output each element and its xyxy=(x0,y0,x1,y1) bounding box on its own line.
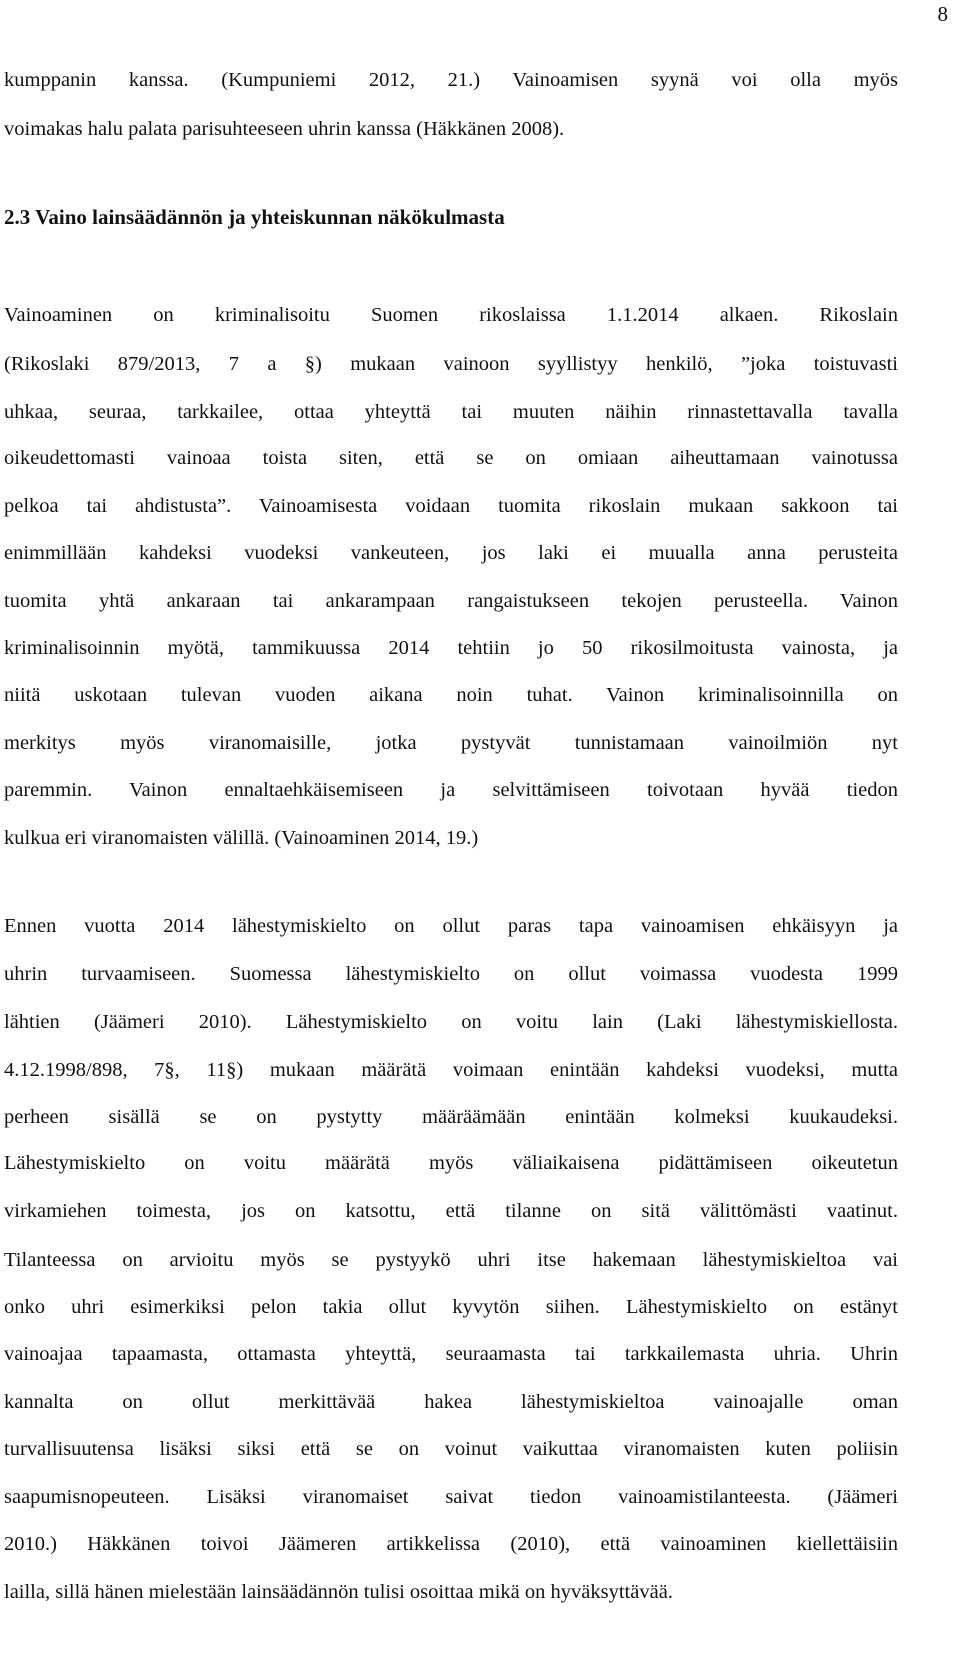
paragraph-1-line: pelkoa tai ahdistusta”. Vainoamisesta voidaan tuomita rikoslain mukaan sakkoon tai xyxy=(4,495,898,517)
paragraph-2-line: kannalta on ollut merkittävää hakea lähestymiskieltoa vainoajalle oman xyxy=(4,1391,898,1413)
paragraph-2-line: virkamiehen toimesta, jos on katsottu, että tilanne on sitä välittömästi vaatinut. xyxy=(4,1200,898,1222)
intro-line-1: kumppanin kanssa. (Kumpuniemi 2012, 21.) Vainoamisen syynä voi olla myös xyxy=(4,69,898,91)
paragraph-1-line: tuomita yhtä ankaraan tai ankarampaan rangaistukseen tekojen perusteella. Vainon xyxy=(4,590,898,612)
paragraph-1-line: enimmillään kahdeksi vuodeksi vankeuteen, jos laki ei muualla anna perusteita xyxy=(4,542,898,564)
paragraph-1-line: paremmin. Vainon ennaltaehkäisemiseen ja selvittämiseen toivotaan hyvää tiedon xyxy=(4,779,898,801)
paragraph-2-line: lähtien (Jäämeri 2010). Lähestymiskielto on voitu lain (Laki lähestymiskiellosta. xyxy=(4,1011,898,1033)
paragraph-1-line: kulkua eri viranomaisten välillä. (Vainoaminen 2014, 19.) xyxy=(4,827,479,849)
paragraph-2-line: 4.12.1998/898, 7§, 11§) mukaan määrätä voimaan enintään kahdeksi vuodeksi, mutta xyxy=(4,1059,898,1081)
paragraph-2-line: perheen sisällä se on pystytty määräämään enintään kolmeksi kuukaudeksi. xyxy=(4,1106,898,1128)
paragraph-2-line: turvallisuutensa lisäksi siksi että se on voinut vaikuttaa viranomaisten kuten poliisin xyxy=(4,1438,898,1460)
paragraph-2-line: Lähestymiskielto on voitu määrätä myös väliaikaisena pidättämiseen oikeutetun xyxy=(4,1152,898,1174)
intro-line-2: voimakas halu palata parisuhteeseen uhrin kanssa (Häkkänen 2008). xyxy=(4,118,565,140)
paragraph-2-line: onko uhri esimerkiksi pelon takia ollut kyvytön siihen. Lähestymiskielto on estänyt xyxy=(4,1296,898,1318)
paragraph-1-line: niitä uskotaan tulevan vuoden aikana noin tuhat. Vainon kriminalisoinnilla on xyxy=(4,684,898,706)
paragraph-2-line: vainoajaa tapaamasta, ottamasta yhteyttä, seuraamasta tai tarkkailemasta uhria. Uhrin xyxy=(4,1343,898,1365)
paragraph-1-line: oikeudettomasti vainoaa toista siten, että se on omiaan aiheuttamaan vainotussa xyxy=(4,447,898,469)
paragraph-1-line: merkitys myös viranomaisille, jotka pystyvät tunnistamaan vainoilmiön nyt xyxy=(4,732,898,754)
paragraph-2-line: uhrin turvaamiseen. Suomessa lähestymiskielto on ollut voimassa vuodesta 1999 xyxy=(4,963,898,985)
paragraph-1-line: Vainoaminen on kriminalisoitu Suomen rikoslaissa 1.1.2014 alkaen. Rikoslain xyxy=(4,304,898,326)
paragraph-2-line: Tilanteessa on arvioitu myös se pystyykö uhri itse hakemaan lähestymiskieltoa vai xyxy=(4,1249,898,1271)
paragraph-1-line: kriminalisoinnin myötä, tammikuussa 2014 tehtiin jo 50 rikosilmoitusta vainosta, ja xyxy=(4,637,898,659)
paragraph-1-line: (Rikoslaki 879/2013, 7 a §) mukaan vainoon syyllistyy henkilö, ”joka toistuvasti xyxy=(4,353,898,375)
page-number: 8 xyxy=(937,2,948,26)
paragraph-2-line: saapumisnopeuteen. Lisäksi viranomaiset saivat tiedon vainoamistilanteesta. (Jäämeri xyxy=(4,1486,898,1508)
paragraph-2-line: 2010.) Häkkänen toivoi Jäämeren artikkelissa (2010), että vainoaminen kiellettäisiin xyxy=(4,1533,898,1555)
paragraph-1-line: uhkaa, seuraa, tarkkailee, ottaa yhteyttä tai muuten näihin rinnastettavalla tavalla xyxy=(4,401,898,423)
paragraph-2-line: Ennen vuotta 2014 lähestymiskielto on ollut paras tapa vainoamisen ehkäisyyn ja xyxy=(4,915,898,937)
paragraph-2-line: lailla, sillä hänen mielestään lainsäädännön tulisi osoittaa mikä on hyväksyttävää. xyxy=(4,1581,673,1603)
section-heading: 2.3 Vaino lainsäädännön ja yhteiskunnan näkökulmasta xyxy=(4,205,505,229)
